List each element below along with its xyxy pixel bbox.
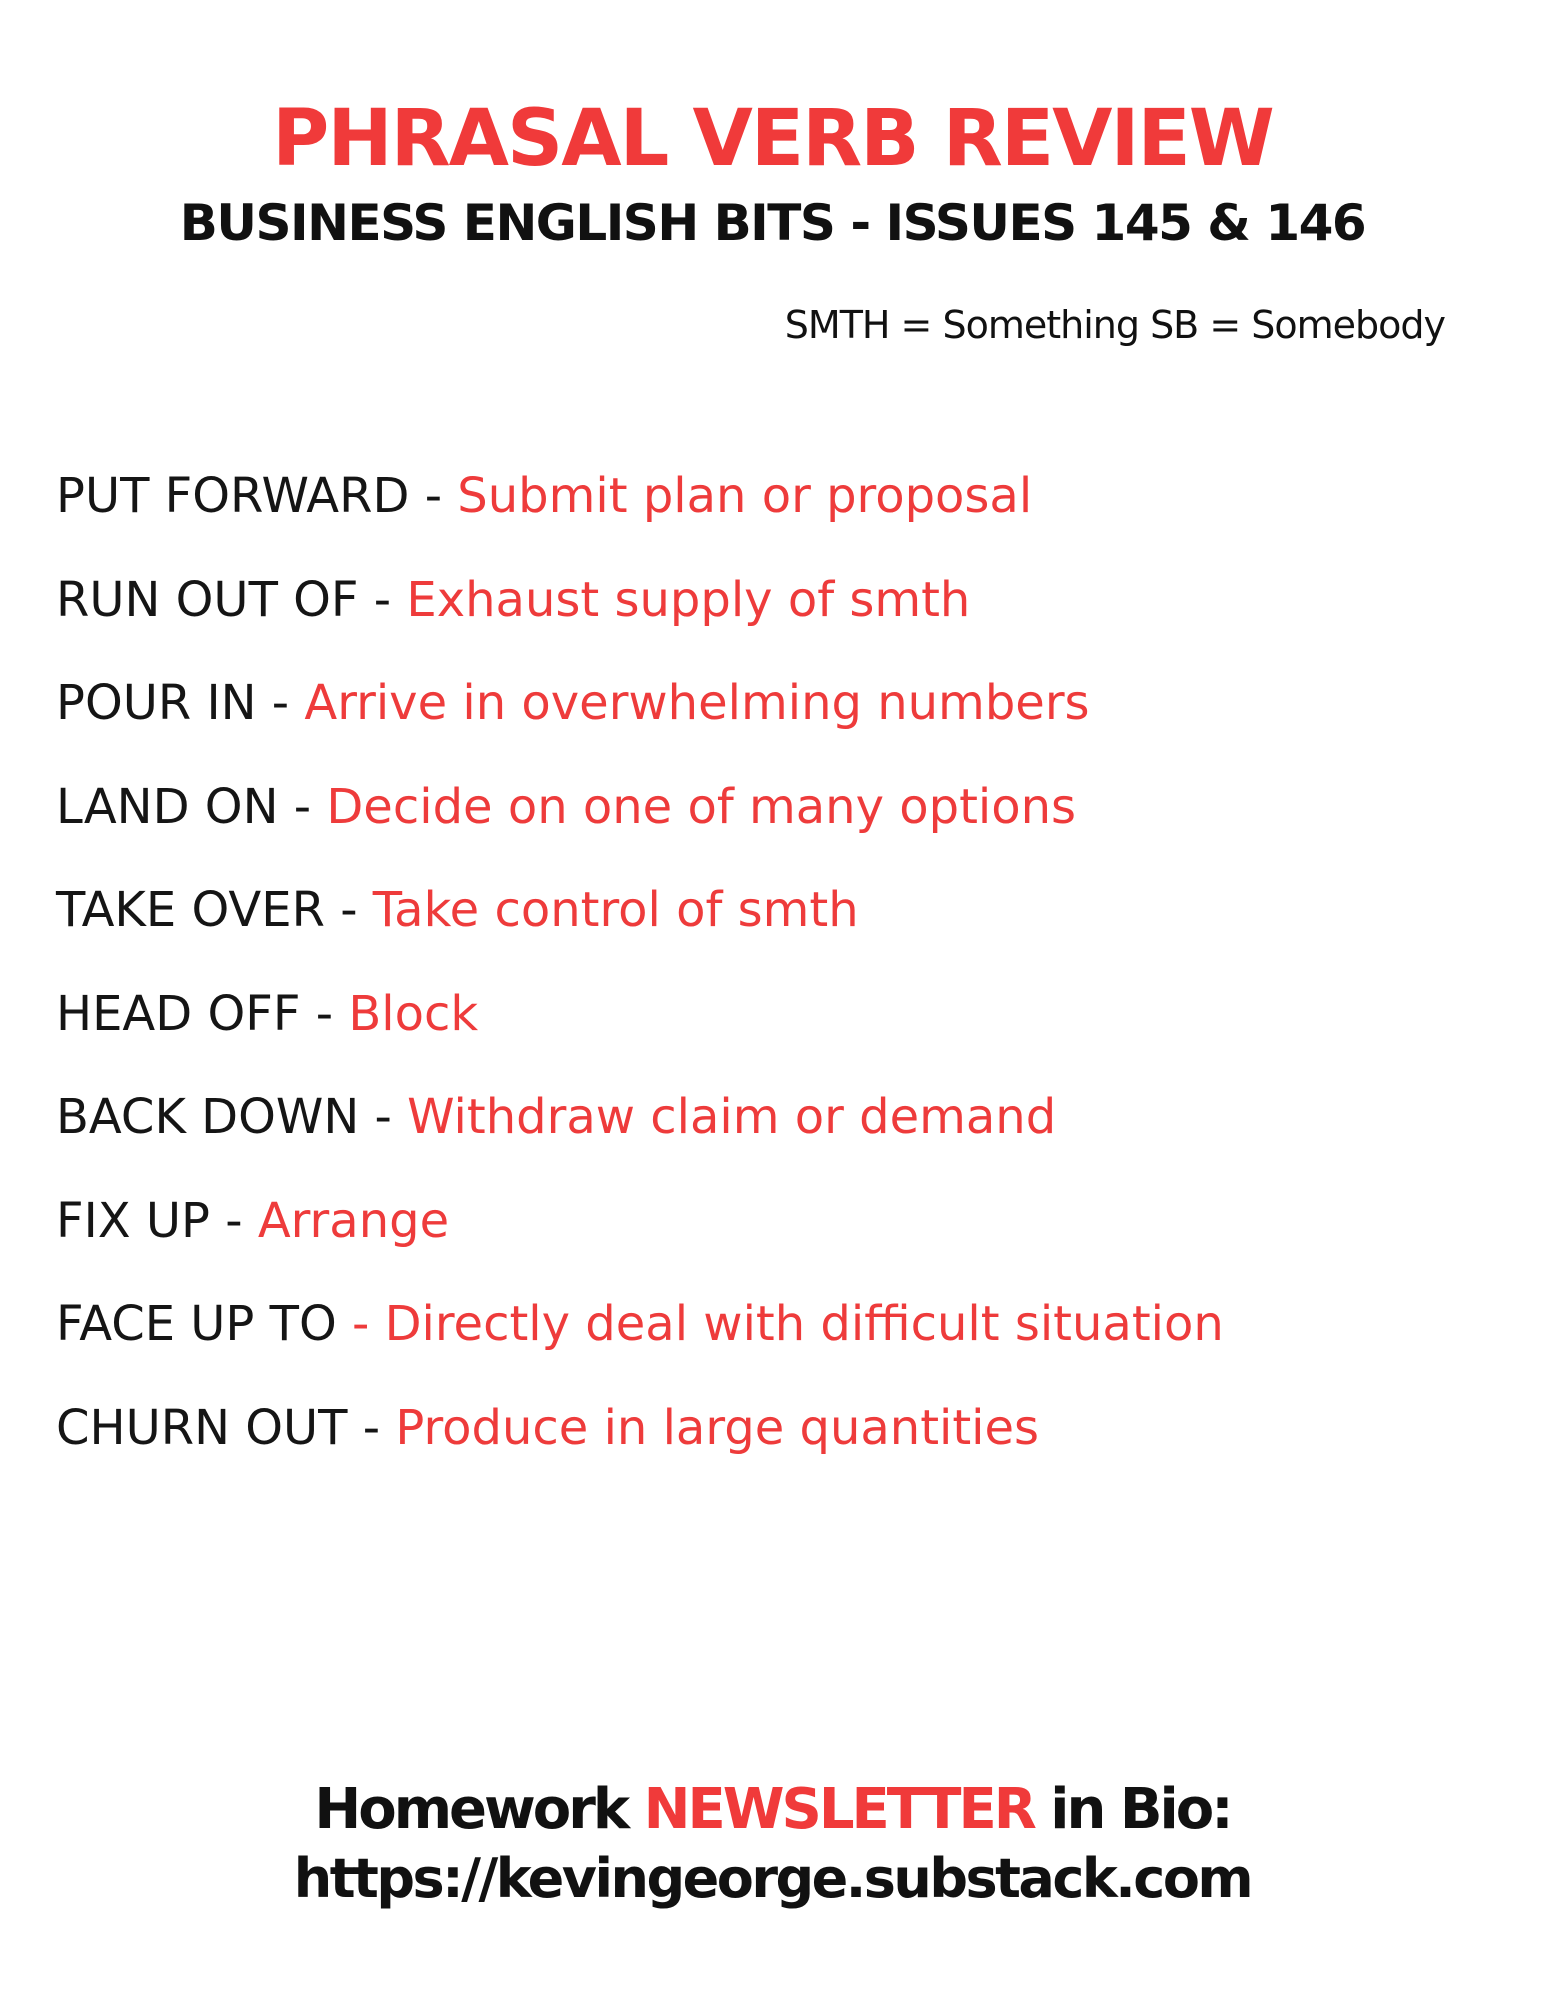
verb-definition: Produce in large quantities xyxy=(395,1399,1040,1456)
verb-separator: - xyxy=(300,985,349,1042)
verb-row xyxy=(56,1296,1496,1404)
abbreviation-legend: SMTH = Something SB = Somebody xyxy=(784,303,1445,347)
verb-term: FACE UP TO xyxy=(56,1296,337,1352)
verb-row xyxy=(56,468,1496,576)
newsletter-callout xyxy=(0,1777,1545,1842)
verb-separator: - xyxy=(359,1089,408,1145)
verb-separator: - xyxy=(256,675,305,731)
phrasal-verb-list xyxy=(56,468,1496,1507)
verb-definition: Submit plan or proposal xyxy=(457,468,1033,524)
verb-separator: - xyxy=(347,1399,396,1456)
verb-row xyxy=(56,1192,1496,1301)
verb-separator: - xyxy=(409,468,458,524)
verb-definition: - Directly deal with difficult situation xyxy=(352,1296,1224,1352)
verb-term: PUT FORWARD xyxy=(56,468,410,524)
verb-separator xyxy=(337,1296,352,1352)
newsletter-highlight: NEWSLETTER xyxy=(643,1777,1034,1842)
verb-definition: Exhaust supply of smth xyxy=(406,571,971,628)
verb-row xyxy=(56,882,1496,990)
verb-term: FIX UP xyxy=(56,1192,210,1249)
callout-suffix: in Bio: xyxy=(1033,1777,1231,1842)
verb-row xyxy=(56,985,1496,1094)
verb-row xyxy=(56,571,1496,680)
verb-term: TAKE OVER xyxy=(56,882,325,938)
verb-separator: - xyxy=(278,778,327,835)
callout-prefix: Homework xyxy=(314,1777,644,1842)
newsletter-url: https://kevingeorge.substack.com xyxy=(293,1847,1252,1910)
verb-definition: Decide on one of many options xyxy=(326,778,1077,835)
verb-definition: Block xyxy=(348,985,479,1042)
verb-row xyxy=(56,675,1496,783)
verb-term: BACK DOWN xyxy=(56,1089,360,1145)
page-subtitle: BUSINESS ENGLISH BITS - ISSUES 145 & 146 xyxy=(179,194,1366,252)
verb-row xyxy=(56,1089,1496,1197)
verb-row xyxy=(56,778,1496,887)
verb-definition: Arrange xyxy=(257,1192,450,1249)
verb-separator: - xyxy=(209,1192,258,1249)
newsletter-footer xyxy=(0,1777,1545,1910)
verb-term: LAND ON xyxy=(56,778,279,835)
verb-definition: Withdraw claim or demand xyxy=(407,1089,1057,1145)
page-title: PHRASAL VERB REVIEW xyxy=(272,94,1273,184)
verb-separator: - xyxy=(324,882,373,938)
verb-term: POUR IN xyxy=(56,675,257,731)
verb-separator: - xyxy=(358,571,407,628)
verb-term: CHURN OUT xyxy=(56,1399,348,1456)
verb-term: RUN OUT OF xyxy=(56,571,359,628)
verb-row xyxy=(56,1399,1496,1508)
verb-definition: Arrive in overwhelming numbers xyxy=(304,675,1090,731)
verb-definition: Take control of smth xyxy=(372,882,859,938)
verb-term: HEAD OFF xyxy=(56,985,301,1042)
